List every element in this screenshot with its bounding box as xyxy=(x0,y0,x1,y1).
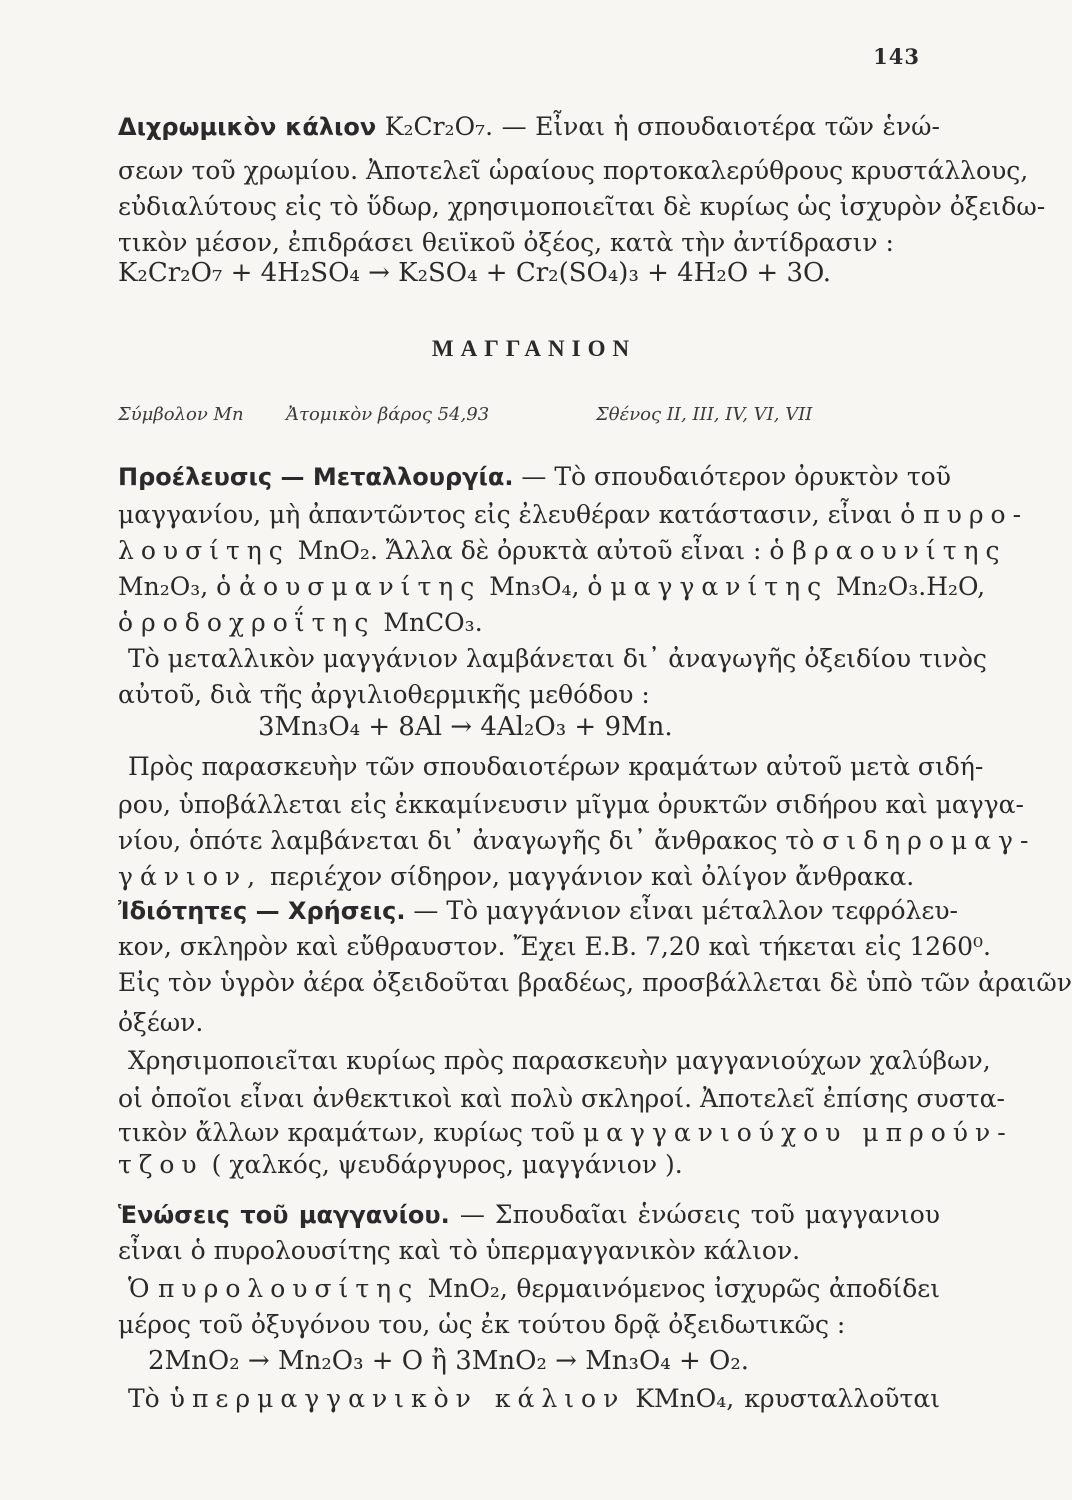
compounds-line-2: εἶναι ὁ πυρολουσίτης καὶ τὸ ὑπερμαγγανικὸν κάλιον. xyxy=(118,1236,801,1265)
element-valence: Σθένος II, III, IV, VI, VII xyxy=(596,404,813,425)
origin-line-8: Πρὸς παρασκευὴν τῶν σπουδαιοτέρων κραμάτων αὐτοῦ μετὰ σιδή- xyxy=(128,752,984,781)
origin-line-4 xyxy=(118,572,986,602)
compounds-heading: Ἑνώσεις τοῦ μαγγανίου. xyxy=(118,1201,450,1229)
alloy-name: μαγγανιούχου μπρούν- xyxy=(582,1118,1013,1147)
properties-text: τικὸν ἄλλων κραμάτων, κυρίως τοῦ xyxy=(118,1118,575,1147)
origin-equation: 3Mn₃O₄ + 8Al → 4Al₂O₃ + 9Mn. xyxy=(258,712,673,742)
origin-line-11 xyxy=(118,862,940,892)
origin-text: Mn₃O₄, ὁ xyxy=(489,572,603,601)
compounds-line-5 xyxy=(128,1384,940,1414)
element-symbol: Σύμβολον Mn xyxy=(118,404,244,425)
origin-line-7: αὐτοῦ, διὰ τῆς ἀργιλιοθερμικῆς μεθόδου : xyxy=(118,680,650,709)
dichromate-term: Διχρωμικὸν κάλιον xyxy=(118,113,377,141)
compounds-text: MnO₂, θερμαινόμενος ἰσχυρῶς ἀποδίδει xyxy=(427,1274,940,1303)
compounds-line-4: μέρος τοῦ ὀξυγόνου του, ὡς ἐκ τούτου δρᾷ ὀξειδωτικῶς : xyxy=(118,1310,846,1339)
dichromate-line-1 xyxy=(118,112,940,142)
properties-heading: Ἰδιότητες — Χρήσεις. xyxy=(118,897,406,925)
origin-heading: Προέλευσις — Μεταλλουργία. xyxy=(118,463,514,491)
origin-text: μαγγανίου, μὴ ἀπαντῶντος εἰς ἐλευθέραν κατάστασιν, εἶναι ὁ xyxy=(118,500,916,529)
compounds-text: Ὁ xyxy=(128,1274,150,1303)
origin-text: MnCO₃. xyxy=(383,608,483,637)
origin-line-2 xyxy=(118,500,1029,530)
compound-name: ὑπερμαγγανικὸν κάλιον xyxy=(169,1384,626,1413)
mineral-name: πυρο- xyxy=(923,500,1029,529)
compounds-text: — Σπουδαῖαι ἑνώσεις τοῦ μαγγανιου xyxy=(459,1200,941,1229)
origin-line-9: ρου, ὑποβάλλεται εἰς ἐκκαμίνευσιν μῖγμα ὀρυκτῶν σιδήρου καὶ μαγγα- xyxy=(118,790,1025,819)
origin-line-6: Τὸ μεταλλικὸν μαγγάνιον λαμβάνεται δι᾽ ἀναγωγῆς ὀξειδίου τινὸς xyxy=(128,644,987,673)
origin-line-10 xyxy=(118,826,1036,856)
origin-text: — Τὸ σπουδαιότερον ὀρυκτὸν τοῦ xyxy=(521,462,951,491)
dichromate-equation: K₂Cr₂O₇ + 4H₂SO₄ → K₂SO₄ + Cr₂(SO₄)₃ + 4H₂O + 3O. xyxy=(118,258,832,288)
alloy-name: σιδηρομαγ- xyxy=(822,826,1036,855)
properties-line-6: οἱ ὁποῖοι εἶναι ἀνθεκτικοὶ καὶ πολὺ σκληροί. Ἀποτελεῖ ἐπίσης συστα- xyxy=(118,1084,1005,1113)
origin-line-3 xyxy=(118,536,1007,566)
mineral-name: πυρολουσίτης xyxy=(158,1274,420,1303)
origin-line-1 xyxy=(118,462,951,492)
mineral-name: ροδοχροΐτης xyxy=(141,608,376,637)
dichromate-line-2: σεων τοῦ χρωμίου. Ἀποτελεῖ ὡραίους πορτοκαλερύθρους κρυστάλλους, xyxy=(118,156,1029,185)
properties-line-7 xyxy=(118,1118,1013,1148)
properties-line-1 xyxy=(118,896,958,926)
properties-line-5: Χρησιμοποιεῖται κυρίως πρὸς παρασκευὴν μαγγανιούχων χαλύβων, xyxy=(128,1046,991,1075)
properties-line-8 xyxy=(118,1150,940,1180)
page-number: 143 xyxy=(873,44,920,69)
origin-text: ὁ xyxy=(118,608,134,637)
alloy-name: τζου xyxy=(118,1150,204,1179)
origin-line-5 xyxy=(118,608,940,638)
origin-text: Mn₂O₃, ὁ xyxy=(118,572,232,601)
compounds-text: Τὸ xyxy=(128,1384,160,1413)
properties-line-4: ὀξέων. xyxy=(118,1008,204,1037)
compounds-line-1 xyxy=(118,1200,940,1230)
compounds-line-3 xyxy=(128,1274,940,1304)
compounds-text: KMnO₄, κρυσταλλοῦται xyxy=(635,1384,940,1413)
properties-text: ( χαλκός, ψευδάργυρος, μαγγάνιον ). xyxy=(211,1150,683,1179)
mineral-name: βραουνίτης xyxy=(792,536,1007,565)
section-title: ΜΑΓΓΑΝΙΟΝ xyxy=(431,336,637,361)
origin-text: Mn₂O₃.H₂O, xyxy=(836,572,986,601)
compounds-equation: 2MnO₂ → Mn₂O₃ + O ἢ 3MnO₂ → Mn₃O₄ + O₂. xyxy=(148,1346,750,1376)
origin-text: MnO₂. Ἄλλα δὲ ὀρυκτὰ αὐτοῦ εἶναι : ὁ xyxy=(297,536,785,565)
element-atomic-weight: Ἀτομικὸν βάρος 54,93 xyxy=(286,404,490,425)
dichromate-line-3: εὐδιαλύτους εἰς τὸ ὕδωρ, χρησιμοποιεῖται δὲ κυρίως ὡς ἰσχυρὸν ὀξειδω- xyxy=(118,192,1046,221)
properties-line-2: κον, σκληρὸν καὶ εὔθραυστον. Ἔχει Ε.Β. 7,20 καὶ τήκεται εἰς 1260⁰. xyxy=(118,932,991,961)
alloy-name: γάνιον, xyxy=(118,862,263,891)
origin-text: περιέχον σίδηρον, μαγγάνιον καὶ ὀλίγον ἄνθρακα. xyxy=(269,862,915,891)
dichromate-line-4: τικὸν μέσον, ἐπιδράσει θειϊκοῦ ὀξέος, κατὰ τὴν ἀντίδρασιν : xyxy=(118,228,894,257)
dichromate-text: K₂Cr₂O₇. — Εἶναι ἡ σπουδαιοτέρα τῶν ἑνώ- xyxy=(384,112,940,141)
mineral-name: μαγγανίτης xyxy=(610,572,829,601)
properties-line-3: Εἰς τὸν ὑγρὸν ἀέρα ὀξειδοῦται βραδέως, προσβάλλεται δὲ ὑπὸ τῶν ἀραιῶν xyxy=(118,968,1072,997)
mineral-name: ἀουσμανίτης xyxy=(239,572,482,601)
origin-text: νίου, ὁπότε λαμβάνεται δι᾽ ἀναγωγῆς δι᾽ ἄνθρακος τὸ xyxy=(118,826,815,855)
mineral-name: λουσίτης xyxy=(118,536,290,565)
properties-text: — Τὸ μαγγάνιον εἶναι μέταλλον τεφρόλευ- xyxy=(413,896,958,925)
